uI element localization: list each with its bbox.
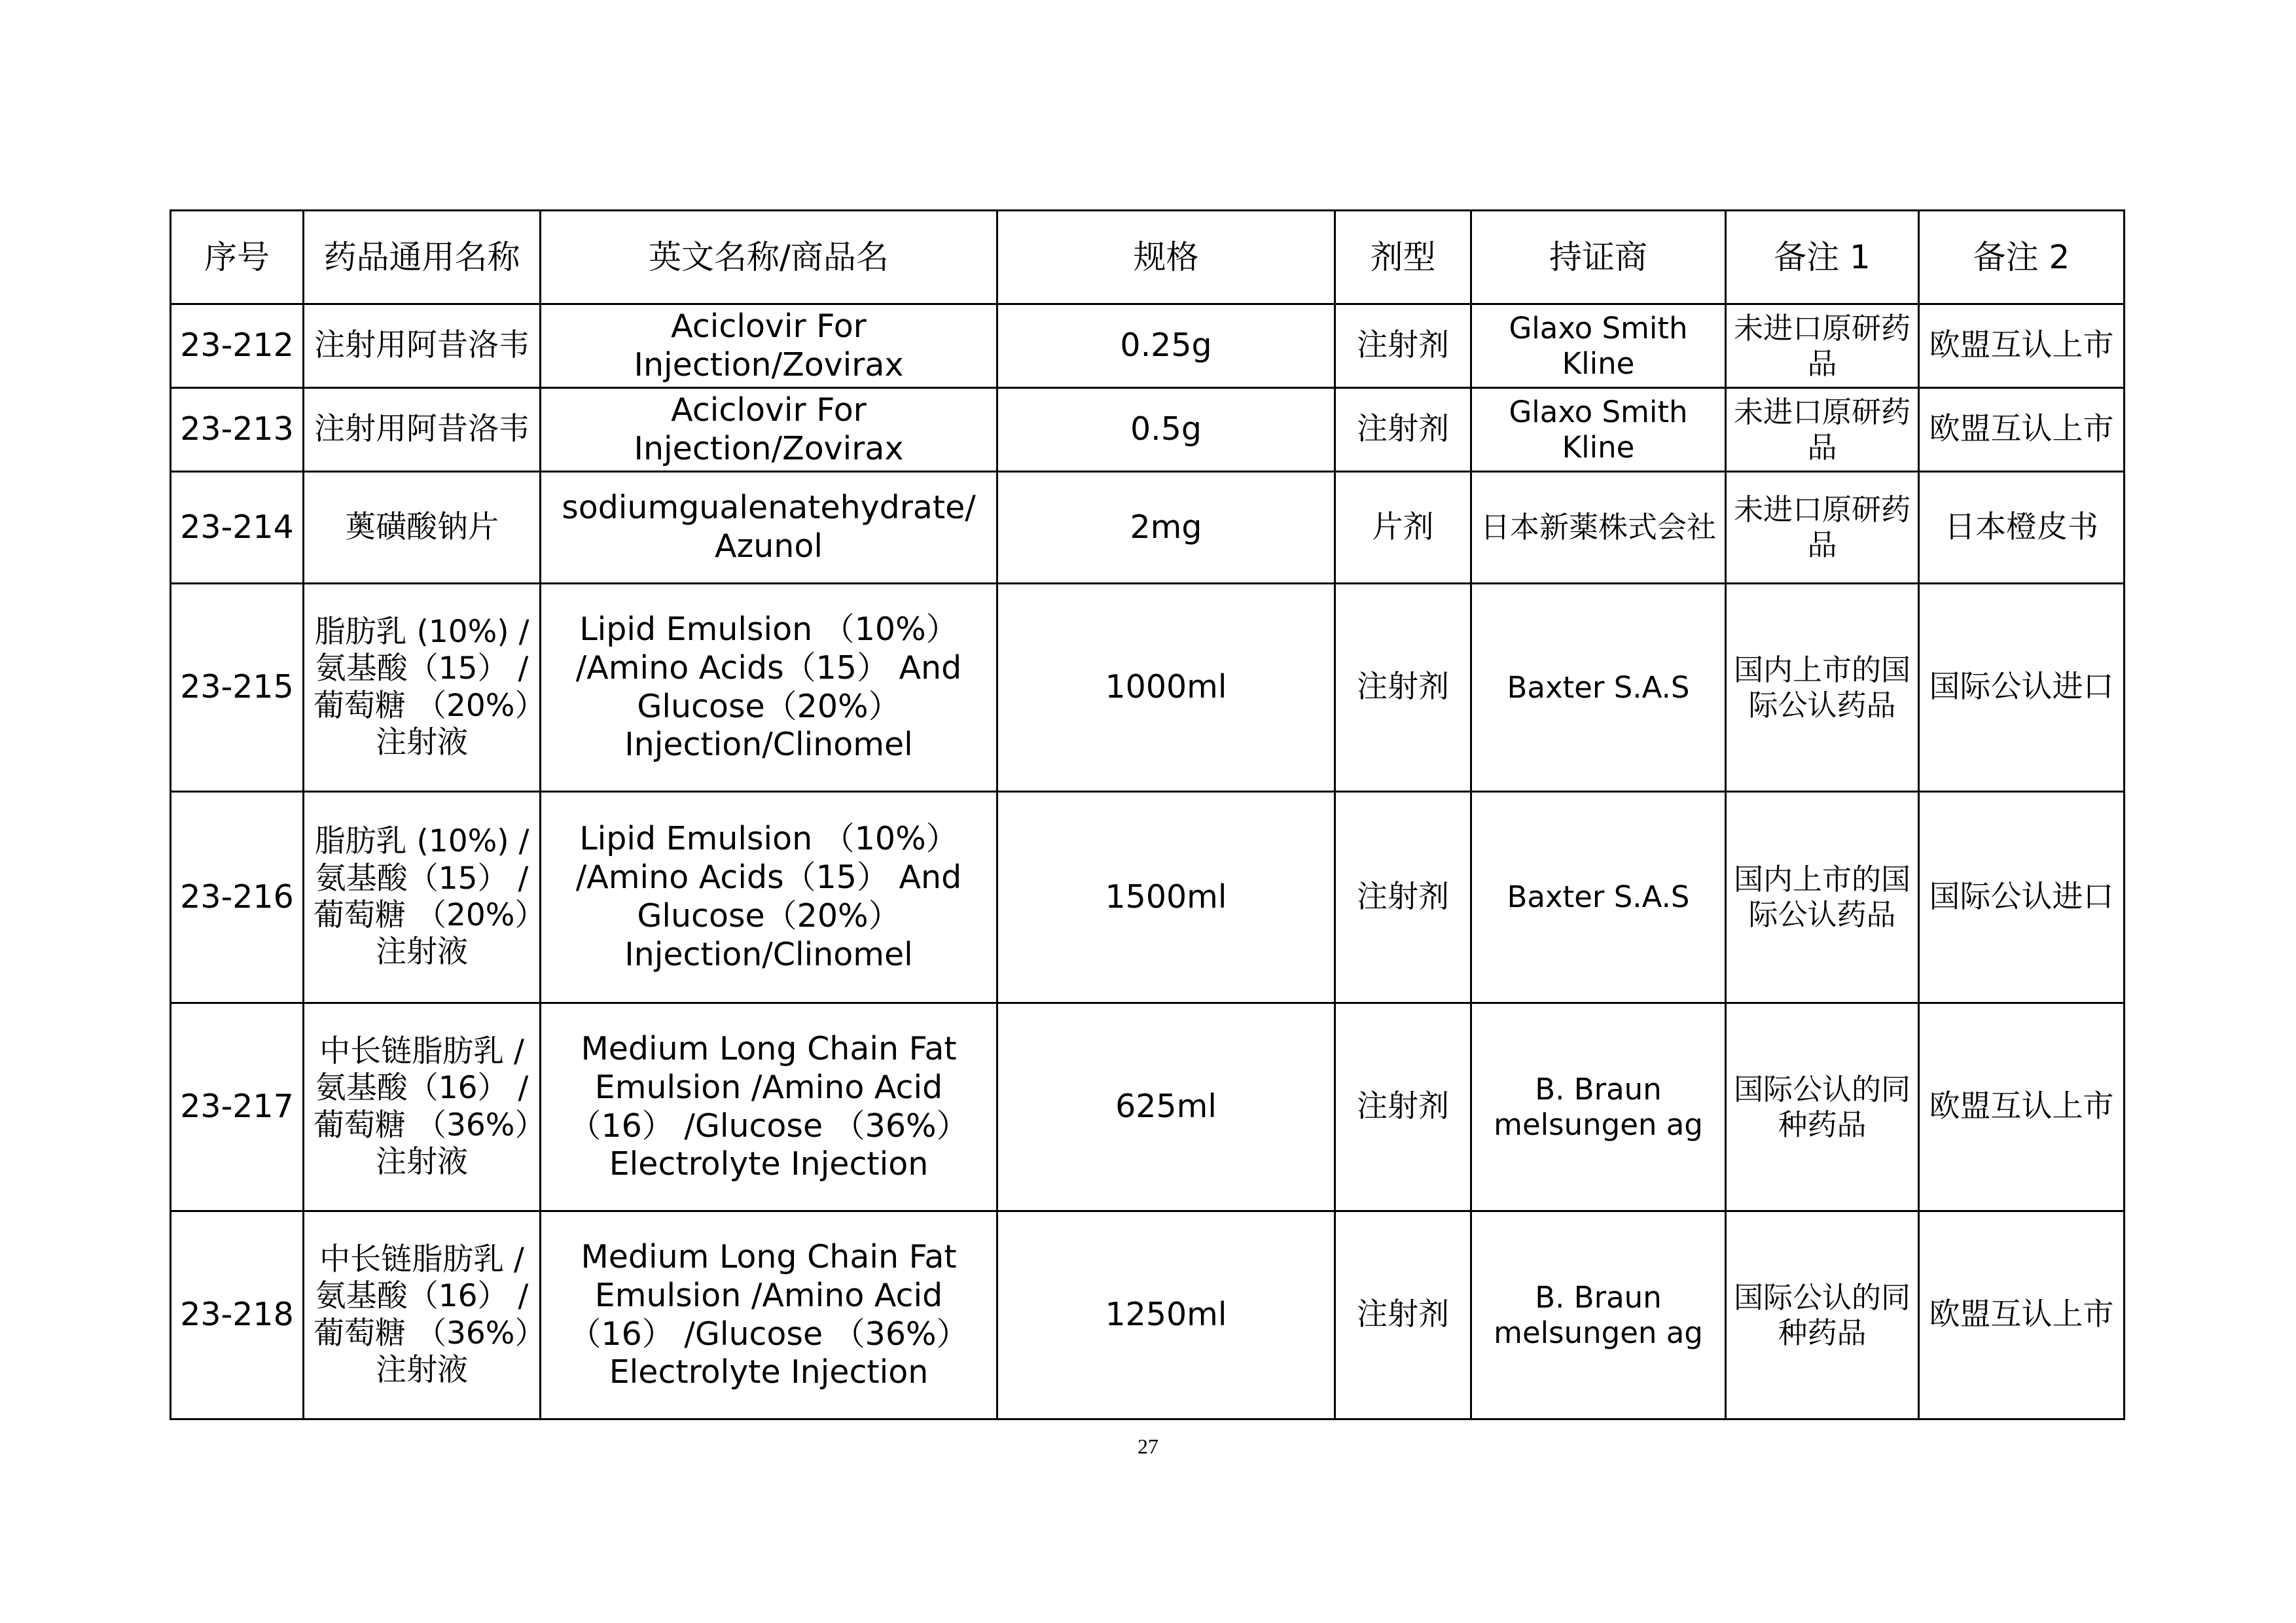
header-remark-2: 备注 2 — [1919, 211, 2125, 304]
generic-name-cell: 脂肪乳 (10%) /氨基酸（15） /葡萄糖 （20%）注射液 — [304, 792, 541, 1003]
table-row — [171, 1211, 2125, 1419]
table-row — [171, 304, 2125, 388]
specification-cell: 625ml — [997, 1003, 1335, 1211]
remark-2-cell: 日本橙皮书 — [1919, 472, 2125, 584]
header-specification: 规格 — [997, 211, 1335, 304]
table-row — [171, 388, 2125, 472]
english-name-cell: Aciclovir For Injection/Zovirax — [541, 304, 997, 388]
english-name-cell: Medium Long Chain Fat Emulsion /Amino Acid （16） /Glucose （36%） Electrolyte Injection — [541, 1211, 997, 1419]
table-row — [171, 1003, 2125, 1211]
header-license-holder: 持证商 — [1471, 211, 1726, 304]
dosage-form-cell: 注射剂 — [1335, 1003, 1471, 1211]
remark-1-cell: 未进口原研药品 — [1726, 472, 1919, 584]
generic-name-cell: 中长链脂肪乳 /氨基酸（16） /葡萄糖 （36%）注射液 — [304, 1003, 541, 1211]
remark-2-cell: 欧盟互认上市 — [1919, 1003, 2125, 1211]
generic-name-cell: 注射用阿昔洛韦 — [304, 388, 541, 472]
specification-cell: 1000ml — [997, 584, 1335, 792]
header-generic-name: 药品通用名称 — [304, 211, 541, 304]
table-row — [171, 472, 2125, 584]
table-row — [171, 584, 2125, 792]
serial-number-cell: 23-218 — [171, 1211, 304, 1419]
serial-number-cell: 23-213 — [171, 388, 304, 472]
license-holder-cell: Glaxo Smith Kline — [1471, 304, 1726, 388]
header-dosage-form: 剂型 — [1335, 211, 1471, 304]
dosage-form-cell: 注射剂 — [1335, 304, 1471, 388]
remark-1-cell: 国际公认的同种药品 — [1726, 1003, 1919, 1211]
dosage-form-cell: 注射剂 — [1335, 584, 1471, 792]
remark-2-cell: 欧盟互认上市 — [1919, 304, 2125, 388]
specification-cell: 1500ml — [997, 792, 1335, 1003]
header-english-trade-name: 英文名称/商品名 — [541, 211, 997, 304]
remark-2-cell: 国际公认进口 — [1919, 584, 2125, 792]
license-holder-cell: Glaxo Smith Kline — [1471, 388, 1726, 472]
page-number: 27 — [1138, 1435, 1158, 1458]
remark-2-cell: 欧盟互认上市 — [1919, 1211, 2125, 1419]
remark-1-cell: 国内上市的国际公认药品 — [1726, 584, 1919, 792]
license-holder-cell: B. Braun melsungen ag — [1471, 1003, 1726, 1211]
dosage-form-cell: 注射剂 — [1335, 792, 1471, 1003]
english-name-cell: Lipid Emulsion （10%） /Amino Acids（15） And Glucose（20%） Injection/Clinomel — [541, 792, 997, 1003]
serial-number-cell: 23-217 — [171, 1003, 304, 1211]
remark-1-cell: 未进口原研药品 — [1726, 388, 1919, 472]
specification-cell: 1250ml — [997, 1211, 1335, 1419]
remark-2-cell: 欧盟互认上市 — [1919, 388, 2125, 472]
table-header-row — [171, 211, 2125, 304]
remark-1-cell: 国际公认的同种药品 — [1726, 1211, 1919, 1419]
serial-number-cell: 23-216 — [171, 792, 304, 1003]
license-holder-cell: Baxter S.A.S — [1471, 792, 1726, 1003]
header-remark-1: 备注 1 — [1726, 211, 1919, 304]
generic-name-cell: 薁磺酸钠片 — [304, 472, 541, 584]
english-name-cell: Aciclovir For Injection/Zovirax — [541, 388, 997, 472]
dosage-form-cell: 注射剂 — [1335, 388, 1471, 472]
specification-cell: 0.25g — [997, 304, 1335, 388]
generic-name-cell: 注射用阿昔洛韦 — [304, 304, 541, 388]
remark-1-cell: 未进口原研药品 — [1726, 304, 1919, 388]
remark-1-cell: 国内上市的国际公认药品 — [1726, 792, 1919, 1003]
generic-name-cell: 脂肪乳 (10%) /氨基酸（15） /葡萄糖 （20%）注射液 — [304, 584, 541, 792]
license-holder-cell: Baxter S.A.S — [1471, 584, 1726, 792]
english-name-cell: sodiumgualenatehydrate/ Azunol — [541, 472, 997, 584]
serial-number-cell: 23-215 — [171, 584, 304, 792]
license-holder-cell: 日本新薬株式会社 — [1471, 472, 1726, 584]
specification-cell: 0.5g — [997, 388, 1335, 472]
specification-cell: 2mg — [997, 472, 1335, 584]
table-row — [171, 792, 2125, 1003]
serial-number-cell: 23-212 — [171, 304, 304, 388]
english-name-cell: Medium Long Chain Fat Emulsion /Amino Acid （16） /Glucose （36%） Electrolyte Injection — [541, 1003, 997, 1211]
dosage-form-cell: 注射剂 — [1335, 1211, 1471, 1419]
serial-number-cell: 23-214 — [171, 472, 304, 584]
license-holder-cell: B. Braun melsungen ag — [1471, 1211, 1726, 1419]
generic-name-cell: 中长链脂肪乳 /氨基酸（16） /葡萄糖 （36%）注射液 — [304, 1211, 541, 1419]
dosage-form-cell: 片剂 — [1335, 472, 1471, 584]
english-name-cell: Lipid Emulsion （10%） /Amino Acids（15） And Glucose（20%） Injection/Clinomel — [541, 584, 997, 792]
header-serial-number: 序号 — [171, 211, 304, 304]
drug-list-table — [170, 209, 2125, 1420]
remark-2-cell: 国际公认进口 — [1919, 792, 2125, 1003]
